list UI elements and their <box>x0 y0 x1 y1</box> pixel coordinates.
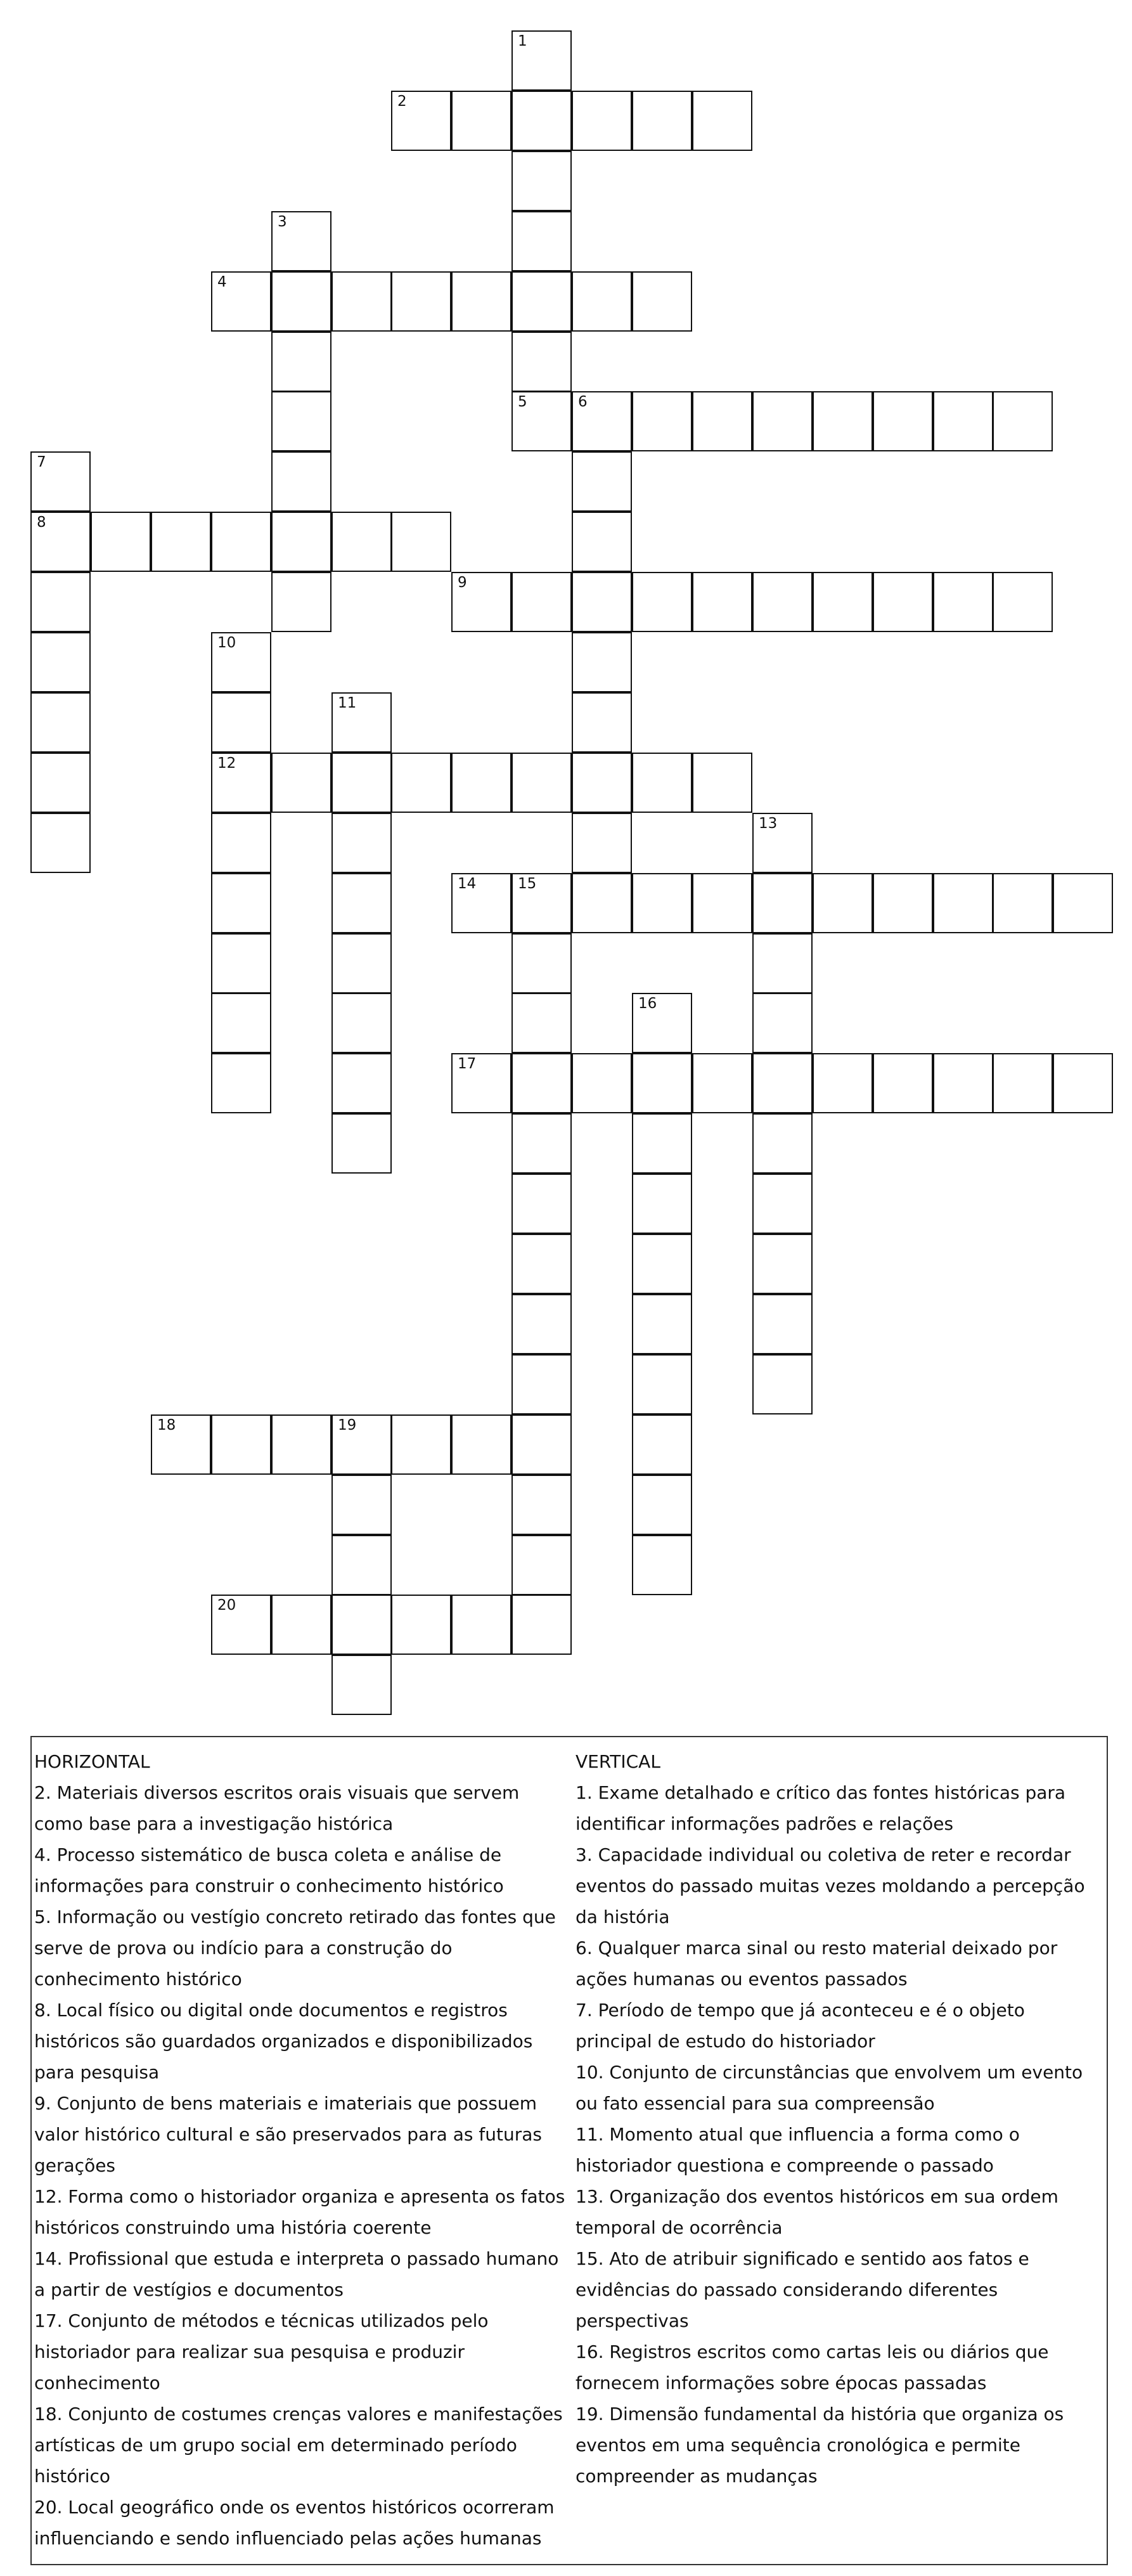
clue-h-12: 12. Forma como o historiador organiza e apresenta os fatos históricos construindo uma história coerente <box>34 2186 565 2238</box>
grid-cell[interactable] <box>692 1053 752 1113</box>
grid-cell[interactable] <box>271 572 331 632</box>
grid-cell[interactable] <box>30 512 91 572</box>
grid-cell[interactable] <box>572 632 632 692</box>
clue-v-7: 7. Período de tempo que já aconteceu e é o objeto principal de estudo do historiador <box>576 2000 1025 2052</box>
grid-cell[interactable] <box>511 1053 572 1113</box>
grid-cell[interactable] <box>752 873 813 933</box>
grid-cell[interactable] <box>572 512 632 572</box>
grid-cell[interactable] <box>331 1414 392 1475</box>
grid-cell[interactable] <box>30 451 91 512</box>
grid-cell[interactable] <box>692 91 752 151</box>
grid-cell[interactable] <box>632 1113 692 1174</box>
clue-h-17: 17. Conjunto de métodos e técnicas utilizados pelo historiador para realizar sua pesquisa e produzir conhecimento <box>34 2310 489 2393</box>
grid-cell[interactable] <box>873 391 933 451</box>
grid-cell[interactable] <box>511 211 572 271</box>
grid-cell[interactable] <box>331 692 392 753</box>
clue-h-18: 18. Conjunto de costumes crenças valores e manifestações artísticas de um grupo social em determinado período histórico <box>34 2404 563 2487</box>
grid-cell[interactable] <box>331 1113 392 1174</box>
grid-cell[interactable] <box>752 1234 813 1294</box>
grid-cell[interactable] <box>511 1414 572 1475</box>
grid-cell[interactable] <box>752 813 813 873</box>
grid-cell[interactable] <box>511 1354 572 1414</box>
grid-cell[interactable] <box>752 933 813 994</box>
clue-number: 9 <box>458 574 467 591</box>
grid-cell[interactable] <box>993 1053 1053 1113</box>
grid-cell[interactable] <box>572 572 632 632</box>
grid-cell[interactable] <box>271 391 331 451</box>
grid-cell[interactable] <box>451 1595 511 1655</box>
horizontal-clues-column <box>34 1746 567 2554</box>
grid-cell[interactable] <box>511 993 572 1053</box>
grid-cell[interactable] <box>933 391 993 451</box>
grid-cell[interactable] <box>511 1113 572 1174</box>
grid-cell[interactable] <box>993 391 1053 451</box>
grid-cell[interactable] <box>933 1053 993 1113</box>
grid-cell[interactable] <box>331 512 392 572</box>
grid-cell[interactable] <box>873 873 933 933</box>
clue-number: 18 <box>157 1417 176 1434</box>
grid-cell[interactable] <box>511 753 572 813</box>
grid-cell[interactable] <box>511 332 572 392</box>
grid-cell[interactable] <box>271 271 331 332</box>
grid-cell[interactable] <box>511 30 572 91</box>
grid-cell[interactable] <box>91 512 151 572</box>
clue-number: 14 <box>458 876 477 892</box>
grid-cell[interactable] <box>752 572 813 632</box>
grid-cell[interactable] <box>632 391 692 451</box>
grid-cell[interactable] <box>271 1595 331 1655</box>
grid-cell[interactable] <box>331 813 392 873</box>
grid-cell[interactable] <box>511 271 572 332</box>
grid-cell[interactable] <box>752 1113 813 1174</box>
vertical-clues-column <box>576 1746 1102 2492</box>
grid-cell[interactable] <box>511 1174 572 1234</box>
grid-cell[interactable] <box>752 1354 813 1414</box>
grid-cell[interactable] <box>572 391 632 451</box>
grid-cell[interactable] <box>813 1053 873 1113</box>
grid-cell[interactable] <box>632 1174 692 1234</box>
grid-cell[interactable] <box>752 1053 813 1113</box>
clue-number: 2 <box>397 93 407 110</box>
grid-cell[interactable] <box>993 873 1053 933</box>
grid-cell[interactable] <box>211 1053 271 1113</box>
clue-v-1: 1. Exame detalhado e crítico das fontes históricas para identificar informações padrões e relações <box>576 1782 1066 1834</box>
grid-cell[interactable] <box>511 873 572 933</box>
grid-cell[interactable] <box>632 1053 692 1113</box>
grid-cell[interactable] <box>813 873 873 933</box>
horizontal-title: HORIZONTAL <box>34 1751 150 1772</box>
clue-number: 3 <box>278 214 287 230</box>
grid-cell[interactable] <box>572 91 632 151</box>
grid-cell[interactable] <box>933 572 993 632</box>
clue-number: 19 <box>338 1417 357 1434</box>
clue-number: 10 <box>217 635 236 651</box>
grid-cell[interactable] <box>632 1414 692 1475</box>
grid-cell[interactable] <box>391 1595 451 1655</box>
grid-cell[interactable] <box>331 1053 392 1113</box>
clue-number: 11 <box>338 695 357 711</box>
grid-cell[interactable] <box>511 391 572 451</box>
grid-cell[interactable] <box>511 1294 572 1354</box>
grid-cell[interactable] <box>692 391 752 451</box>
grid-cell[interactable] <box>331 993 392 1053</box>
grid-cell[interactable] <box>752 1294 813 1354</box>
grid-cell[interactable] <box>511 151 572 211</box>
clue-number: 15 <box>518 876 537 892</box>
grid-cell[interactable] <box>632 1354 692 1414</box>
grid-cell[interactable] <box>211 753 271 813</box>
grid-cell[interactable] <box>271 512 331 572</box>
clue-number: 13 <box>759 815 778 832</box>
clue-v-13: 13. Organização dos eventos históricos em sua ordem temporal de ocorrência <box>576 2186 1058 2238</box>
grid-cell[interactable] <box>151 512 211 572</box>
clue-v-11: 11. Momento atual que influencia a forma como o historiador questiona e compreende o passado <box>576 2124 1020 2176</box>
grid-cell[interactable] <box>752 391 813 451</box>
grid-cell[interactable] <box>211 632 271 692</box>
grid-cell[interactable] <box>151 1414 211 1475</box>
grid-cell[interactable] <box>572 451 632 512</box>
grid-cell[interactable] <box>271 451 331 512</box>
grid-cell[interactable] <box>211 873 271 933</box>
grid-cell[interactable] <box>211 692 271 753</box>
grid-cell[interactable] <box>211 512 271 572</box>
grid-cell[interactable] <box>391 512 451 572</box>
grid-cell[interactable] <box>632 572 692 632</box>
grid-cell[interactable] <box>632 271 692 332</box>
grid-cell[interactable] <box>211 1595 271 1655</box>
grid-cell[interactable] <box>451 753 511 813</box>
grid-cell[interactable] <box>30 632 91 692</box>
grid-cell[interactable] <box>692 873 752 933</box>
grid-cell[interactable] <box>511 1595 572 1655</box>
grid-cell[interactable] <box>451 91 511 151</box>
grid-cell[interactable] <box>511 933 572 994</box>
grid-cell[interactable] <box>572 271 632 332</box>
grid-cell[interactable] <box>511 1475 572 1535</box>
grid-cell[interactable] <box>331 1535 392 1595</box>
clue-number: 8 <box>37 514 46 531</box>
vertical-title: VERTICAL <box>576 1751 660 1772</box>
clue-h-20: 20. Local geográfico onde os eventos históricos ocorreram influenciando e sendo influenciado pelas ações humanas <box>34 2497 555 2549</box>
clue-v-6: 6. Qualquer marca sinal ou resto material deixado por ações humanas ou eventos passados <box>576 1938 1058 1990</box>
grid-cell[interactable] <box>211 813 271 873</box>
grid-cell[interactable] <box>572 753 632 813</box>
grid-cell[interactable] <box>391 271 451 332</box>
grid-cell[interactable] <box>993 572 1053 632</box>
grid-cell[interactable] <box>632 993 692 1053</box>
grid-cell[interactable] <box>873 572 933 632</box>
grid-cell[interactable] <box>511 1234 572 1294</box>
grid-cell[interactable] <box>632 1475 692 1535</box>
clue-number: 20 <box>217 1597 236 1614</box>
clue-number: 7 <box>37 454 46 470</box>
grid-cell[interactable] <box>451 873 511 933</box>
clue-v-3: 3. Capacidade individual ou coletiva de reter e recordar eventos do passado muitas vezes moldando a percepção da história <box>576 1844 1085 1927</box>
clue-v-15: 15. Ato de atribuir significado e sentido aos fatos e evidências do passado considerando diferentes perspectivas <box>576 2248 1029 2331</box>
grid-cell[interactable] <box>331 873 392 933</box>
grid-cell[interactable] <box>451 572 511 632</box>
clue-number: 12 <box>217 755 236 772</box>
clue-v-10: 10. Conjunto de circunstâncias que envolvem um evento ou fato essencial para sua compreensão <box>576 2062 1083 2114</box>
grid-cell[interactable] <box>572 1053 632 1113</box>
grid-cell[interactable] <box>331 933 392 994</box>
grid-cell[interactable] <box>572 692 632 753</box>
grid-cell[interactable] <box>30 692 91 753</box>
clue-h-14: 14. Profissional que estuda e interpreta o passado humano a partir de vestígios e documentos <box>34 2248 559 2300</box>
clue-number: 16 <box>638 995 657 1012</box>
grid-cell[interactable] <box>511 572 572 632</box>
clue-v-16: 16. Registros escritos como cartas leis ou diários que fornecem informações sobre épocas passadas <box>576 2341 1049 2393</box>
grid-cell[interactable] <box>1053 1053 1113 1113</box>
grid-cell[interactable] <box>933 873 993 933</box>
grid-cell[interactable] <box>331 1595 392 1655</box>
grid-cell[interactable] <box>632 873 692 933</box>
grid-cell[interactable] <box>752 1174 813 1234</box>
grid-cell[interactable] <box>813 572 873 632</box>
grid-cell[interactable] <box>30 572 91 632</box>
grid-cell[interactable] <box>632 1234 692 1294</box>
grid-cell[interactable] <box>632 753 692 813</box>
grid-cell[interactable] <box>572 873 632 933</box>
grid-cell[interactable] <box>211 271 271 332</box>
clues-box <box>30 1736 1108 2565</box>
clue-h-5: 5. Informação ou vestígio concreto retirado das fontes que serve de prova ou indício para a construção do conhecimento histórico <box>34 1906 556 1990</box>
grid-cell[interactable] <box>873 1053 933 1113</box>
grid-cell[interactable] <box>752 993 813 1053</box>
grid-cell[interactable] <box>271 1414 331 1475</box>
grid-cell[interactable] <box>451 271 511 332</box>
clue-v-19: 19. Dimensão fundamental da história que organiza os eventos em uma sequência cronológica e permite compreender as mudanças <box>576 2404 1064 2487</box>
grid-cell[interactable] <box>692 753 752 813</box>
grid-cell[interactable] <box>331 753 392 813</box>
grid-cell[interactable] <box>511 91 572 151</box>
clue-h-4: 4. Processo sistemático de busca coleta e análise de informações para construir o conhecimento histórico <box>34 1844 504 1896</box>
clue-h-2: 2. Materiais diversos escritos orais visuais que servem como base para a investigação histórica <box>34 1782 520 1834</box>
grid-cell[interactable] <box>692 572 752 632</box>
grid-cell[interactable] <box>391 1414 451 1475</box>
grid-cell[interactable] <box>451 1414 511 1475</box>
grid-cell[interactable] <box>211 993 271 1053</box>
grid-cell[interactable] <box>391 753 451 813</box>
clue-number: 1 <box>518 33 527 49</box>
grid-cell[interactable] <box>331 1475 392 1535</box>
grid-cell[interactable] <box>30 753 91 813</box>
grid-cell[interactable] <box>451 1053 511 1113</box>
clue-h-8: 8. Local físico ou digital onde documentos e registros históricos são guardados organizados e disponibilizados para pesquisa <box>34 2000 533 2083</box>
grid-cell[interactable] <box>632 91 692 151</box>
clue-h-9: 9. Conjunto de bens materiais e imateriais que possuem valor histórico cultural e são preservados para as futuras gerações <box>34 2093 542 2176</box>
grid-cell[interactable] <box>331 1655 392 1715</box>
grid-cell[interactable] <box>211 933 271 994</box>
grid-cell[interactable] <box>271 753 331 813</box>
clue-number: 17 <box>458 1056 477 1072</box>
grid-cell[interactable] <box>1053 873 1113 933</box>
grid-cell[interactable] <box>271 332 331 392</box>
grid-cell[interactable] <box>511 1535 572 1595</box>
grid-cell[interactable] <box>30 813 91 873</box>
clue-number: 4 <box>217 274 227 290</box>
grid-cell[interactable] <box>391 91 451 151</box>
grid-cell[interactable] <box>211 1414 271 1475</box>
grid-cell[interactable] <box>632 1294 692 1354</box>
grid-cell[interactable] <box>632 1535 692 1595</box>
grid-cell[interactable] <box>813 391 873 451</box>
grid-cell[interactable] <box>331 271 392 332</box>
grid-cell[interactable] <box>572 813 632 873</box>
clue-number: 5 <box>518 394 527 410</box>
grid-cell[interactable] <box>271 211 331 271</box>
clue-number: 6 <box>578 394 588 410</box>
